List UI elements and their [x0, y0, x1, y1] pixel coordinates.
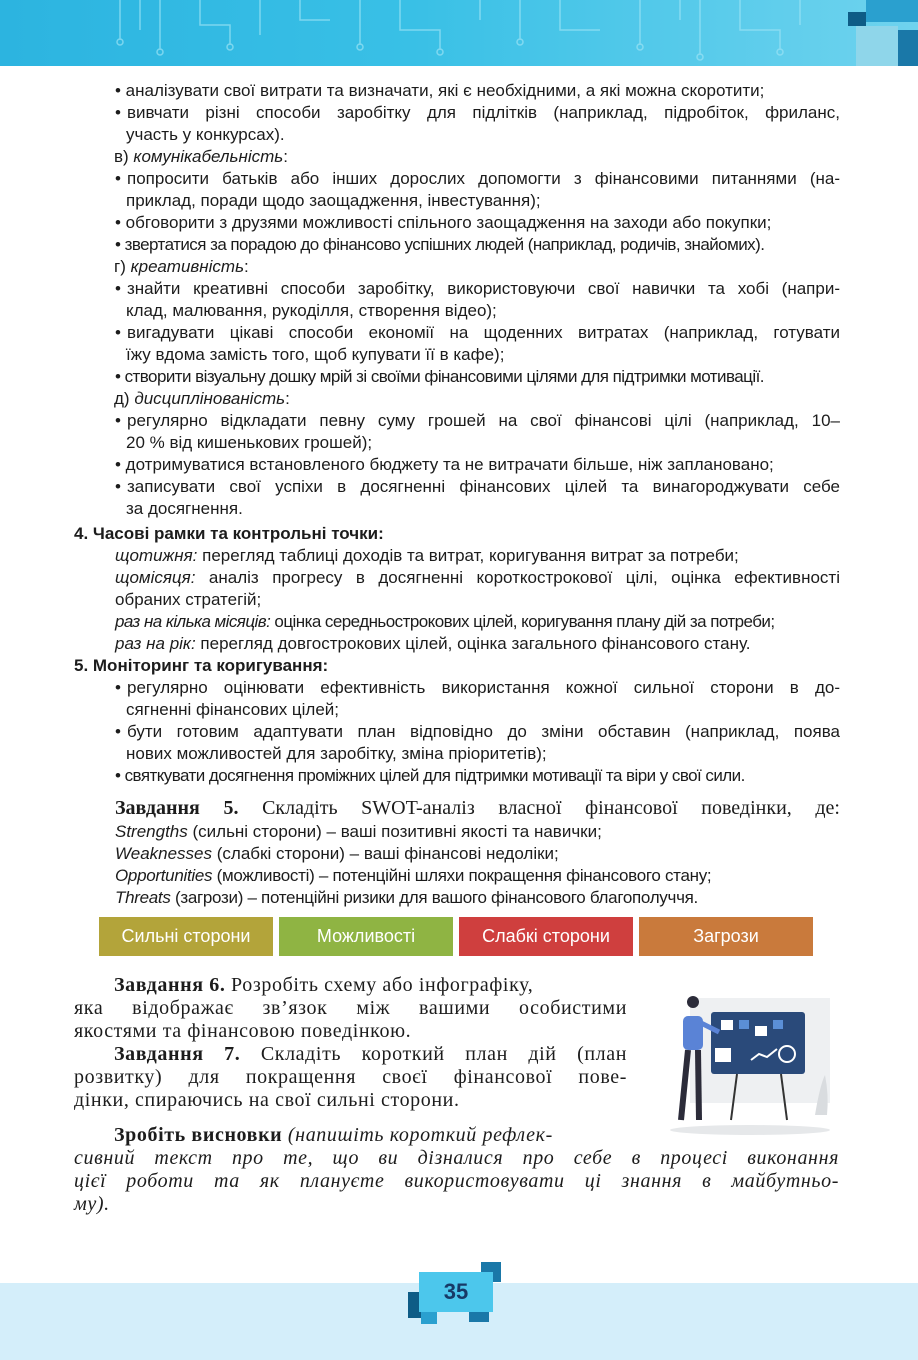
- text-line: му).: [74, 1193, 110, 1215]
- text-line: цієї роботи та як плануєте використовувати ці знання в майбутньо-: [74, 1170, 839, 1192]
- swot-weaknesses-box: Слабкі сторони: [459, 917, 633, 956]
- swot-term: Strengths: [115, 822, 188, 841]
- swot-threats-line: [115, 887, 698, 909]
- text-line: • вивчати різні способи заробітку для підлітків (наприклад, підробіток, фриланс,: [115, 103, 840, 122]
- task-label: Завдання 6.: [114, 974, 226, 996]
- subsection-label: [114, 388, 290, 410]
- subsection-title: креативність: [130, 257, 245, 276]
- colon: :: [244, 257, 249, 276]
- planning-illustration: [655, 990, 840, 1135]
- text-span: регулярно відкладати певну суму грошей на свої фінансові цілі (наприклад, 10–: [127, 411, 840, 430]
- text-line: • обговорити з друзями можливості спільного заощадження на заходи або покупки;: [115, 213, 772, 232]
- swot-strengths-box: Сильні сторони: [99, 917, 273, 956]
- text-line: розвитку) для покращення своєї фінансової пове-: [74, 1066, 627, 1088]
- text-span: (напишіть короткий рефлек-: [282, 1124, 553, 1146]
- text-line: • попросити батьків або інших дорослих допомогти з фінансовими питаннями (на-: [115, 169, 840, 188]
- text-line: обраних стратегій;: [115, 590, 262, 609]
- text-line: • звертатися за порадою до фінансово успішних людей (наприклад, родичів, знайомих).: [115, 235, 765, 254]
- text-line: за досягнення.: [126, 499, 243, 518]
- text-line: якостями та фінансовою поведінкою.: [74, 1020, 412, 1042]
- swot-opportunities-line: [115, 865, 711, 887]
- section-heading-5: 5. Моніторинг та коригування:: [74, 656, 329, 675]
- person-head: [687, 996, 699, 1008]
- label-letter: д): [114, 389, 135, 408]
- text-line: • створити візуальну дошку мрій зі своїми фінансовими цілями для підтримки мотивації.: [115, 367, 764, 386]
- text-line: приклад, поради щодо заощадження, інвестування);: [126, 191, 541, 210]
- text-line: їжу вдома замість того, щоб купувати її в кафе);: [126, 345, 505, 364]
- text-span: знайти креативні способи заробітку, використовуючи свої навички та хобі (напри-: [127, 279, 840, 298]
- text-line: клад, малювання, рукоділля, створення відео);: [126, 301, 497, 320]
- text-line: нових можливостей для заробітку, зміна пріоритетів);: [126, 744, 547, 763]
- text-line: сивний текст про те, що ви дізналися про себе в процесі виконання: [74, 1147, 839, 1169]
- colon: :: [283, 147, 288, 166]
- text-span: перегляд довгострокових цілей, оцінка загального фінансового стану.: [195, 634, 751, 653]
- text-line: [115, 633, 751, 655]
- conclusions-label: Зробіть висновки: [114, 1124, 283, 1146]
- text-span: оцінка середньострокових цілей, коригування плану дій за потреби;: [270, 612, 775, 631]
- label-letter: г): [114, 257, 131, 276]
- swot-term: Opportunities: [115, 866, 213, 885]
- text-span: бути готовим адаптувати план відповідно до зміни обставин (наприклад, поява: [127, 722, 840, 741]
- swot-threats-box: Загрози: [639, 917, 813, 956]
- subsection-label: [114, 256, 249, 278]
- text-line: • бути готовим адаптувати план відповідно до зміни обставин (наприклад, поява: [115, 722, 840, 741]
- text-line: • записувати свої успіхи в досягненні фінансових цілей та винагороджувати себе: [115, 477, 840, 496]
- swot-opportunities-box: Можливості: [279, 917, 453, 956]
- swot-term: Threats: [115, 888, 171, 907]
- text-span: попросити батьків або інших дорослих допомогти з фінансовими питаннями (на-: [127, 169, 840, 188]
- text-line: • дотримуватися встановленого бюджету та не витрачати більше, ніж заплановано;: [115, 455, 774, 474]
- text-line: • аналізувати свої витрати та визначати, які є необхідними, а які можна скоротити;: [115, 81, 765, 100]
- text-line: [115, 567, 840, 589]
- swot-term: Weaknesses: [115, 844, 213, 863]
- timeframe-label: раз на кілька місяців:: [115, 612, 271, 631]
- text-span: Розробіть схему або інфографіку,: [225, 974, 534, 996]
- text-line: • регулярно оцінювати ефективність використання кожної сильної сторони в до-: [115, 678, 840, 697]
- text-line: [115, 611, 775, 633]
- text-span: перегляд таблиці доходів та витрат, коригування витрат за потреби;: [197, 546, 739, 565]
- subsection-title: комунікабельність: [133, 147, 284, 166]
- text-line: участь у конкурсах).: [126, 125, 285, 144]
- colon: :: [285, 389, 290, 408]
- subsection-label: [114, 146, 288, 168]
- page-header-band: [0, 0, 918, 66]
- text-line: [114, 1124, 553, 1147]
- text-span: (можливості) – потенційні шляхи покращення фінансового стану;: [212, 866, 712, 885]
- task-5-heading: [115, 797, 840, 820]
- corner-square-dark: [848, 12, 866, 26]
- text-line: • регулярно відкладати певну суму грошей на свої фінансові цілі (наприклад, 10–: [115, 411, 840, 430]
- timeframe-label: щомісяця:: [115, 568, 196, 587]
- text-span: (загрози) – потенційні ризики для вашого фінансового благополуччя.: [170, 888, 698, 907]
- text-line: [114, 974, 627, 997]
- section-heading-4: 4. Часові рамки та контрольні точки:: [74, 524, 384, 543]
- label-letter: в): [114, 147, 134, 166]
- subsection-title: дисциплінованість: [134, 389, 286, 408]
- page-number: 35: [443, 1279, 469, 1304]
- timeframe-label: щотижня:: [115, 546, 198, 565]
- text-span: Складіть SWOT-аналіз власної фінансової поведінки, де:: [238, 797, 840, 819]
- text-line: сягненні фінансових цілей;: [126, 700, 340, 719]
- text-line: яка відображає зв’язок між вашими особистими: [74, 997, 627, 1019]
- swot-weaknesses-line: [115, 843, 559, 865]
- circuit-pattern-decoration: [0, 0, 918, 66]
- text-span: Складіть короткий план дій (план: [240, 1043, 628, 1065]
- text-line: • вигадувати цікаві способи економії на щоденних витратах (наприклад, готувати: [115, 323, 840, 342]
- text-span: записувати свої успіхи в досягненні фінансових цілей та винагороджувати себе: [127, 477, 840, 496]
- text-line: • святкувати досягнення проміжних цілей для підтримки мотивації та віри у свої сили.: [115, 766, 745, 785]
- text-span: аналіз прогресу в досягненні короткострокової цілі, оцінка ефективності: [195, 568, 840, 587]
- task-label: Завдання 5.: [115, 797, 239, 819]
- text-span: регулярно оцінювати ефективність використання кожної сильної сторони в до-: [127, 678, 840, 697]
- text-line: 20 % від кишенькових грошей);: [126, 433, 373, 452]
- text-line: [114, 1043, 627, 1066]
- text-line: дінки, спираючись на свої сильні сторони.: [74, 1089, 460, 1111]
- text-span: (слабкі сторони) – ваші фінансові недоліки;: [212, 844, 559, 863]
- text-span: вивчати різні способи заробітку для підлітків (наприклад, підробіток, фриланс,: [127, 103, 840, 122]
- text-span: вигадувати цікаві способи економії на щоденних витратах (наприклад, готувати: [127, 323, 840, 342]
- swot-strengths-line: [115, 821, 602, 843]
- text-span: (сильні сторони) – ваші позитивні якості та навички;: [187, 822, 602, 841]
- task-label: Завдання 7.: [114, 1043, 241, 1065]
- text-line: [115, 545, 739, 567]
- timeframe-label: раз на рік:: [115, 634, 196, 653]
- text-line: • знайти креативні способи заробітку, використовуючи свої навички та хобі (напри-: [115, 279, 840, 298]
